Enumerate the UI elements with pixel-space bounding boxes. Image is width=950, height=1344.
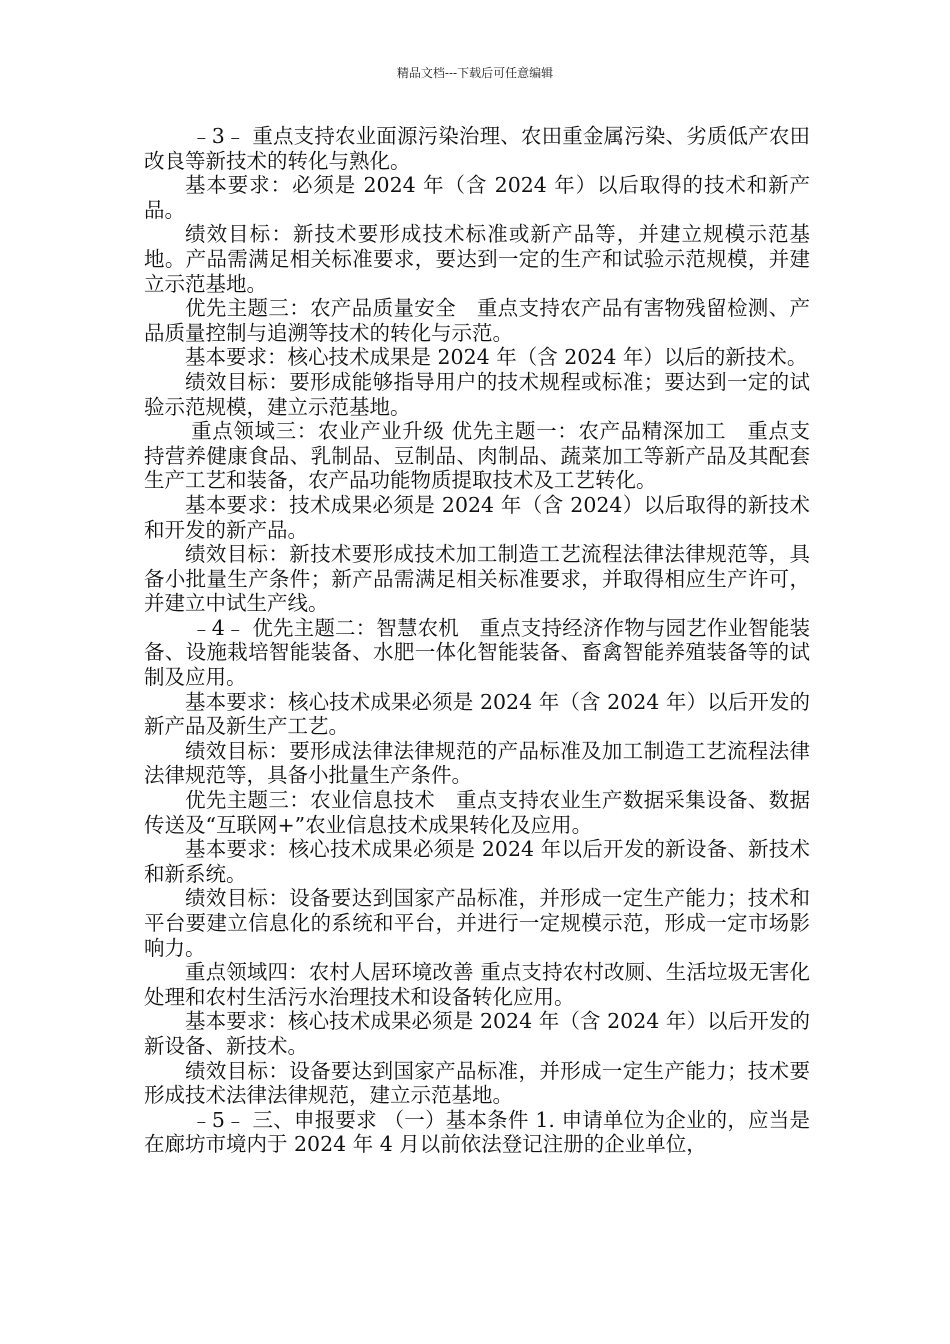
paragraph: 绩效目标：新技术要形成技术标准或新产品等，并建立规模示范基地。产品需满足相关标准要求，要达到一定的生产和试验示范规模，并建立示范基地。 — [144, 222, 810, 296]
paragraph: 绩效目标：设备要达到国家产品标准，并形成一定生产能力；技术和平台要建立信息化的系统和平台，并进行一定规模示范，形成一定市场影响力。 — [144, 886, 810, 960]
paragraph: 重点领域四：农村人居环境改善 重点支持农村改厕、生活垃圾无害化处理和农村生活污水治理技术和设备转化应用。 — [144, 960, 810, 1009]
paragraph: ﹣3﹣ 重点支持农业面源污染治理、农田重金属污染、劣质低产农田改良等新技术的转化与熟化。 — [144, 124, 810, 173]
paragraph: 基本要求：核心技术成果必须是 2024 年（含 2024 年）以后开发的新设备、新技术。 — [144, 1009, 810, 1058]
paragraph: 绩效目标：新技术要形成技术加工制造工艺流程法律法律规范等，具备小批量生产条件；新产品需满足相关标准要求，并取得相应生产许可，并建立中试生产线。 — [144, 542, 810, 616]
paragraph: 基本要求：核心技术成果必须是 2024 年以后开发的新设备、新技术和新系统。 — [144, 837, 810, 886]
paragraph: 绩效目标：要形成能够指导用户的技术规程或标准；要达到一定的试验示范规模，建立示范基地。 — [144, 369, 810, 419]
document-body — [144, 124, 810, 1157]
paragraph: 基本要求：核心技术成果必须是 2024 年（含 2024 年）以后开发的新产品及新生产工艺。 — [144, 689, 810, 739]
paragraph: 重点领域三：农业产业升级 优先主题一：农产品精深加工 重点支持营养健康食品、乳制品、豆制品、肉制品、蔬菜加工等新产品及其配套生产工艺和装备，农产品功能物质提取技术及工艺转化。 — [144, 419, 810, 493]
paragraph: 基本要求：核心技术成果是 2024 年（含 2024 年）以后的新技术。 — [185, 345, 808, 370]
paragraph: ﹣5﹣ 三、申报要求 （一）基本条件 1. 申请单位为企业的，应当是在廊坊市境内于 2024 年 4 月以前依法登记注册的企业单位， — [144, 1107, 810, 1157]
paragraph: 绩效目标：要形成法律法律规范的产品标准及加工制造工艺流程法律法律规范等，具备小批量生产条件。 — [144, 738, 810, 788]
paragraph: 优先主题三：农业信息技术 重点支持农业生产数据采集设备、数据传送及“互联网+”农业信息技术成果转化及应用。 — [144, 788, 810, 837]
paragraph: 基本要求：必须是 2024 年（含 2024 年）以后取得的技术和新产品。 — [144, 173, 810, 222]
paragraph: ﹣4﹣ 优先主题二：智慧农机 重点支持经济作物与园艺作业智能装备、设施栽培智能装备、水肥一体化智能装备、畜禽智能养殖装备等的试制及应用。 — [144, 615, 810, 690]
paragraph: 优先主题三：农产品质量安全 重点支持农产品有害物残留检测、产品质量控制与追溯等技术的转化与示范。 — [144, 296, 810, 345]
page-header: 精品文档---下载后可任意编辑 — [396, 66, 554, 80]
paragraph: 基本要求：技术成果必须是 2024 年（含 2024）以后取得的新技术和开发的新产品。 — [144, 492, 810, 542]
paragraph: 绩效目标：设备要达到国家产品标准，并形成一定生产能力；技术要形成技术法律法律规范，建立示范基地。 — [144, 1058, 810, 1108]
